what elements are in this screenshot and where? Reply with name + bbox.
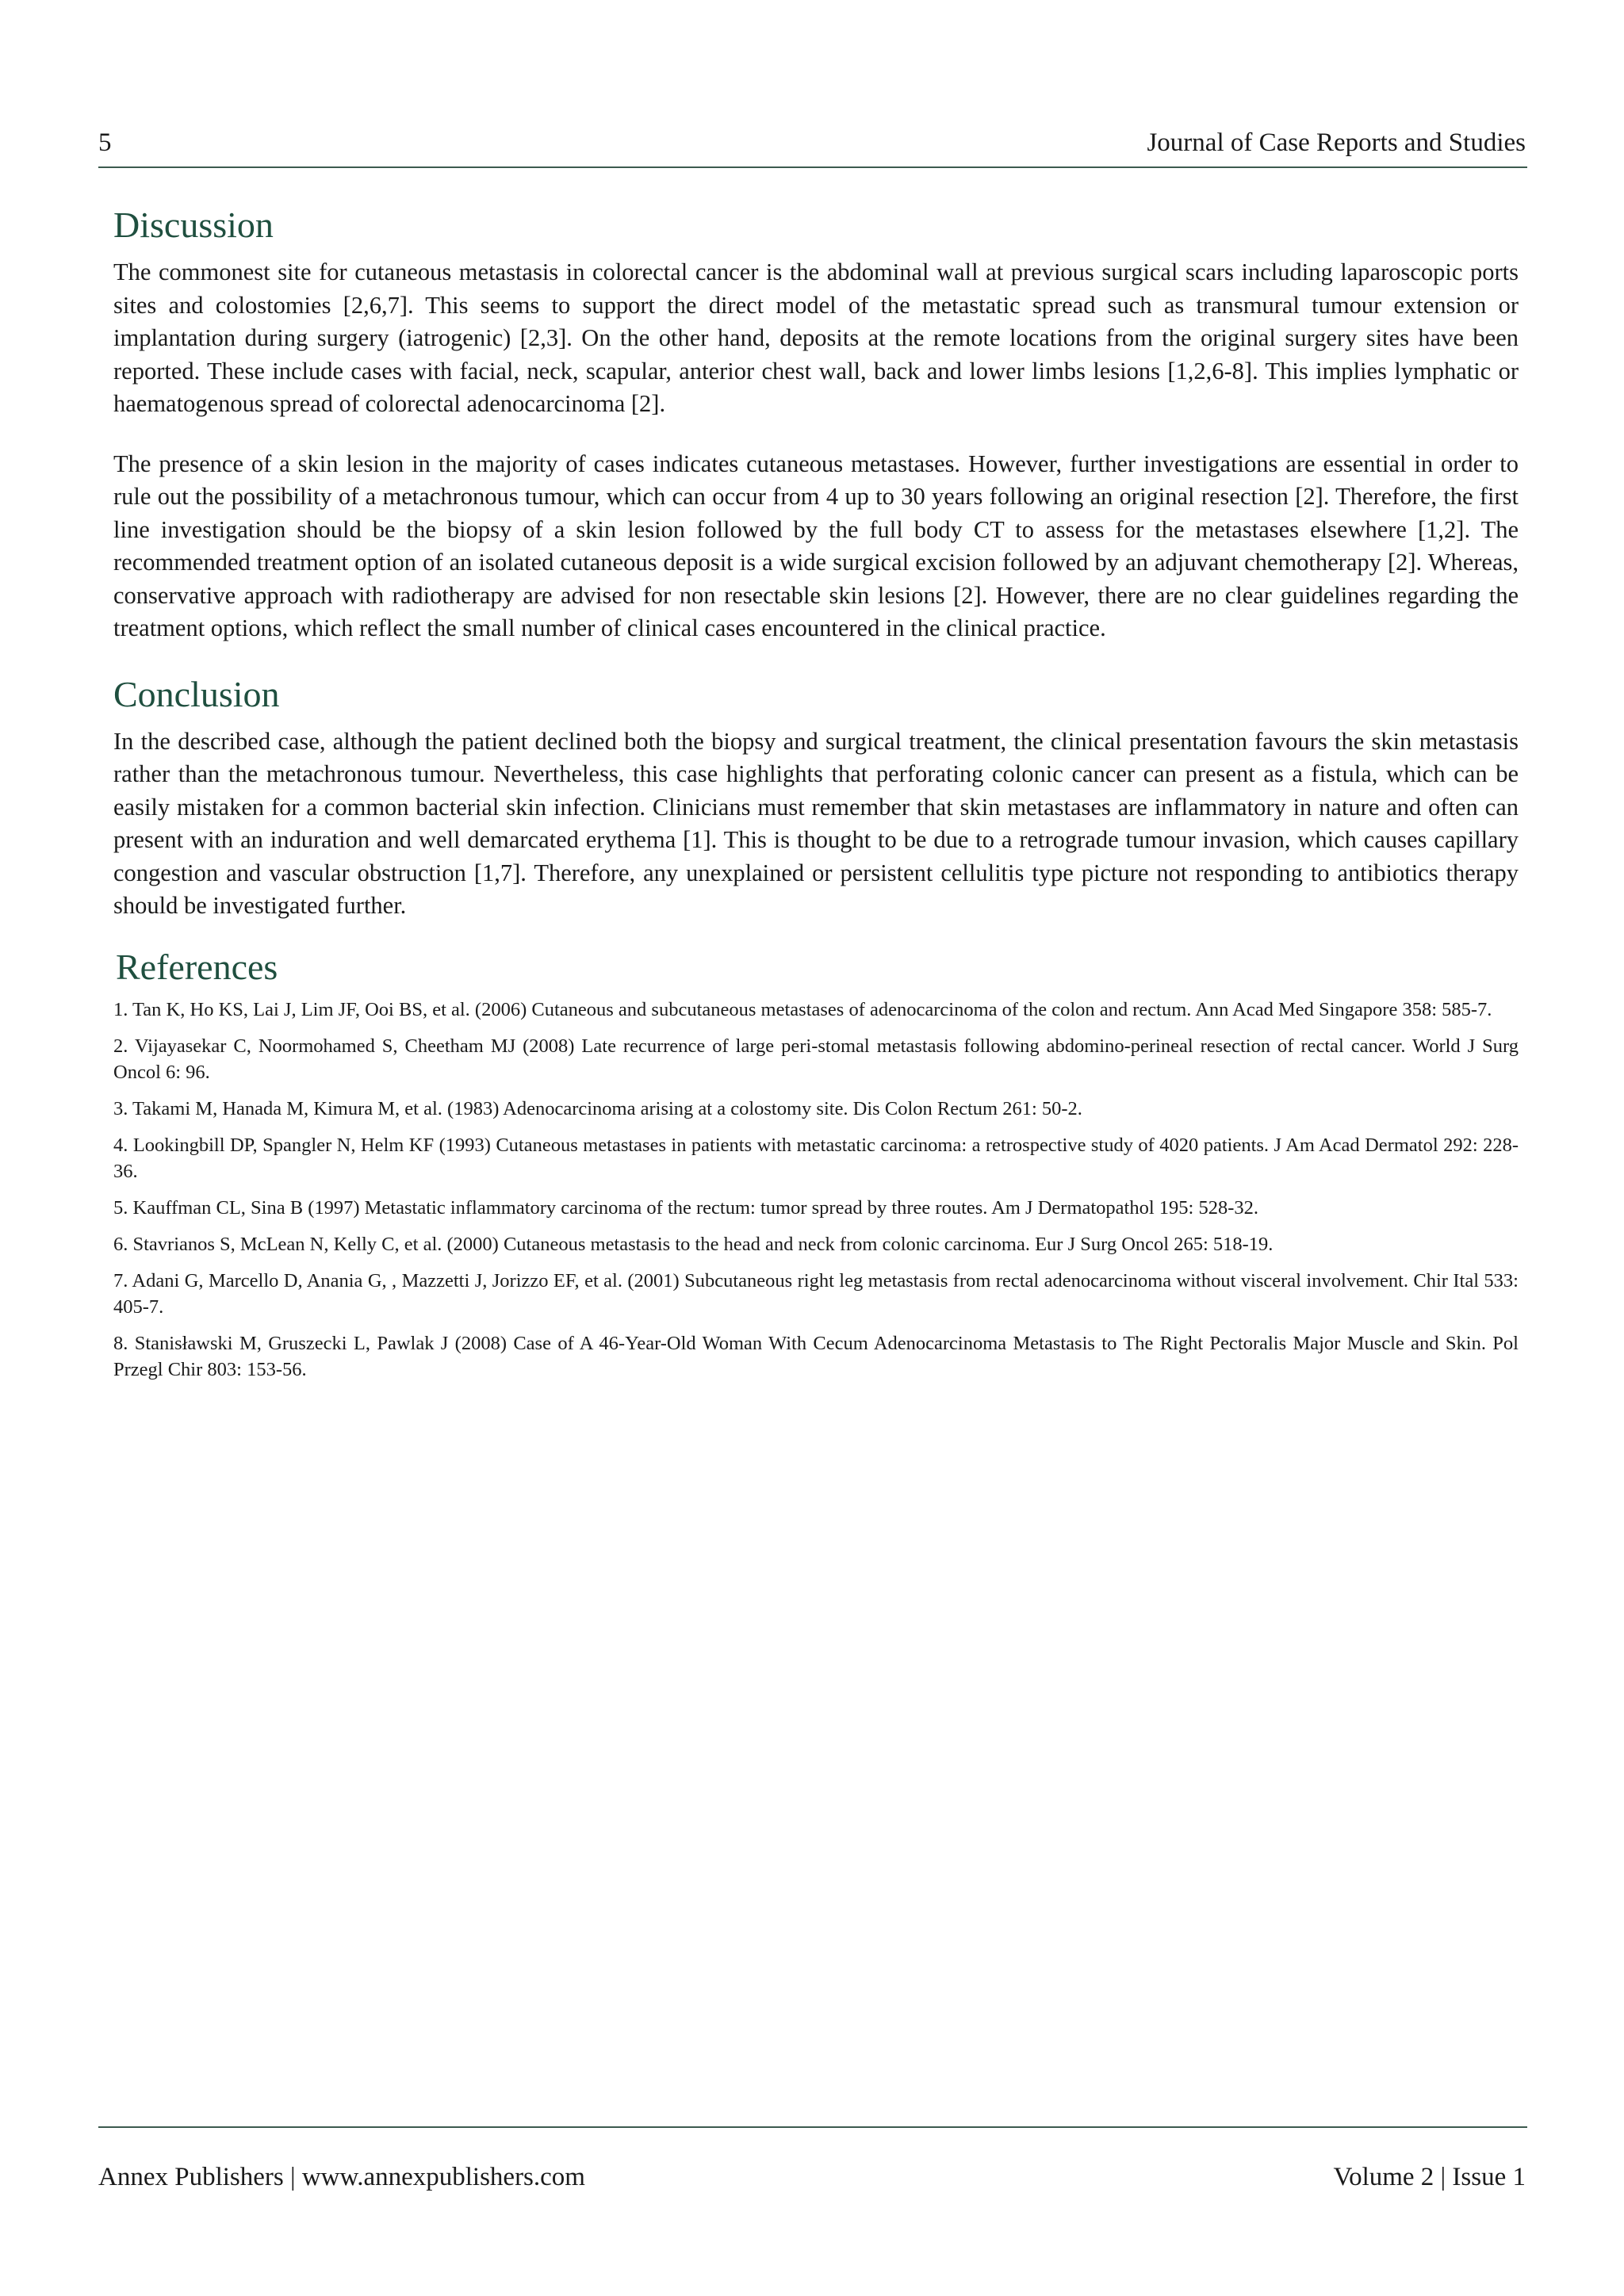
reference-item: 6. Stavrianos S, McLean N, Kelly C, et al. (2000) Cutaneous metastasis to the head and neck from colonic carcinoma. Eur J Surg Oncol 265: 518-19.: [113, 1234, 1274, 1256]
volume-issue: Volume 2 | Issue 1: [1333, 2163, 1526, 2191]
publisher-info: Annex Publishers | www.annexpublishers.com: [98, 2163, 585, 2191]
article-body: [113, 203, 1519, 1393]
discussion-section: [113, 203, 1519, 645]
reference-item: 7. Adani G, Marcello D, Anania G, , Mazzetti J, Jorizzo EF, et al. (2001) Subcutaneous right leg metastasis from rectal adenocarcinoma without visceral involvement. Chir Ital 533: 405-7.: [113, 1270, 1519, 1318]
reference-item: 5. Kauffman CL, Sina B (1997) Metastatic inflammatory carcinoma of the rectum: tumor spread by three routes. Am J Dermatopathol 195: 528-32.: [113, 1197, 1259, 1219]
discussion-heading: Discussion: [113, 205, 274, 245]
reference-item: 1. Tan K, Ho KS, Lai J, Lim JF, Ooi BS, et al. (2006) Cutaneous and subcutaneous metastases of adenocarcinoma of the colon and rectum. Ann Acad Med Singapore 358: 585-7.: [113, 999, 1492, 1021]
references-heading: References: [116, 946, 278, 987]
references-section: [113, 945, 1519, 1383]
reference-item: 8. Stanisławski M, Gruszecki L, Pawlak J (2008) Case of A 46-Year-Old Woman With Cecum Adenocarcinoma Metastasis to The Right Pectoralis Major Muscle and Skin. Pol Przegl Chir 803: 153-56.: [113, 1333, 1519, 1381]
conclusion-section: [113, 672, 1519, 923]
discussion-paragraph: The commonest site for cutaneous metastasis in colorectal cancer is the abdominal wall at previous surgical scars including laparoscopic ports sites and colostomies [2,6,7]. This seems to support the direct model of the metastatic spread such as transmural tumour extension or implantation during surgery (iatrogenic) [2,3]. On the other hand, deposits at the remote locations from the original surgery sites have been reported. These include cases with facial, neck, scapular, anterior chest wall, back and lower limbs lesions [1,2,6-8]. This implies lymphatic or haematogenous spread of colorectal adenocarcinoma [2].: [113, 258, 1519, 418]
conclusion-heading: Conclusion: [113, 673, 280, 714]
page-footer: [98, 2126, 1527, 2191]
reference-item: 4. Lookingbill DP, Spangler N, Helm KF (1993) Cutaneous metastases in patients with metastatic carcinoma: a retrospective study of 4020 patients. J Am Acad Dermatol 292: 228-36.: [113, 1135, 1519, 1183]
conclusion-paragraph: In the described case, although the patient declined both the biopsy and surgical treatment, the clinical presentation favours the skin metastasis rather than the metachronous tumour. Nevertheless, this case highlights that perforating colonic cancer can present as a fistula, which can be easily mistaken for a common bacterial skin infection. Clinicians must remember that skin metastases are inflammatory in nature and often can present with an induration and well demarcated erythema [1]. This is thought to be due to a retrograde tumour invasion, which causes capillary congestion and vascular obstruction [1,7]. Therefore, any unexplained or persistent cellulitis type picture not responding to antibiotics therapy should be investigated further.: [113, 727, 1519, 920]
page-number: 5: [98, 128, 112, 157]
reference-item: 3. Takami M, Hanada M, Kimura M, et al. (1983) Adenocarcinoma arising at a colostomy site. Dis Colon Rectum 261: 50-2.: [113, 1098, 1082, 1120]
discussion-paragraph: The presence of a skin lesion in the majority of cases indicates cutaneous metastases. However, further investigations are essential in order to rule out the possibility of a metachronous tumour, which can occur from 4 up to 30 years following an original resection [2]. Therefore, the first line investigation should be the biopsy of a skin lesion followed by the full body CT to assess for the metastases elsewhere [1,2]. The recommended treatment option of an isolated cutaneous deposit is a wide surgical excision followed by an adjuvant chemotherapy [2]. Whereas, conservative approach with radiotherapy are advised for non resectable skin lesions [2]. However, there are no clear guidelines regarding the treatment options, which reflect the small number of clinical cases encountered in the clinical practice.: [113, 450, 1519, 642]
page-header: [98, 125, 1527, 168]
journal-title: Journal of Case Reports and Studies: [1147, 128, 1526, 157]
reference-item: 2. Vijayasekar C, Noormohamed S, Cheetham MJ (2008) Late recurrence of large peri-stomal metastasis following abdomino-perineal resection of rectal cancer. World J Surg Oncol 6: 96.: [113, 1035, 1519, 1084]
reference-list: [113, 997, 1519, 1383]
